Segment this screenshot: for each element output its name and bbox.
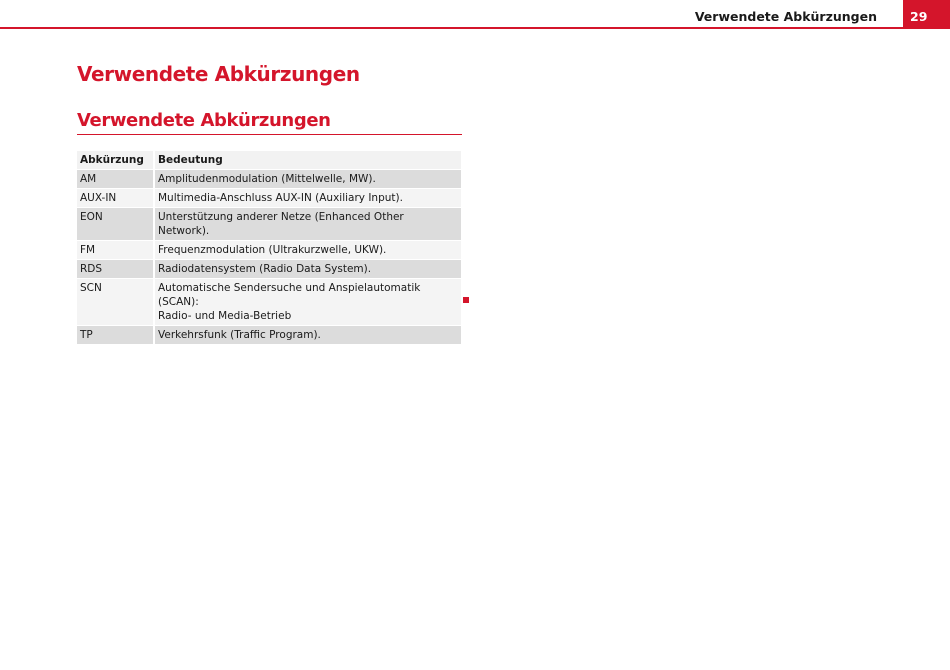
column-header-abbreviation: Abkürzung — [77, 151, 154, 170]
section-title: Verwendete Abkürzungen — [77, 110, 331, 131]
abbreviations-table — [77, 151, 461, 345]
section-rule — [77, 134, 462, 135]
header-rule — [0, 27, 950, 29]
meaning-cell: Verkehrsfunk (Traffic Program). — [154, 326, 461, 345]
abbreviation-cell: TP — [77, 326, 154, 345]
meaning-line: Automatische Sendersuche und Anspielautomatik (SCAN): — [158, 282, 421, 308]
meaning-cell: Unterstützung anderer Netze (Enhanced Other Network). — [154, 208, 461, 241]
meaning-line: Radio- und Media-Betrieb — [158, 310, 292, 322]
table-row — [77, 241, 461, 260]
abbreviation-cell: AM — [77, 170, 154, 189]
column-header-meaning: Bedeutung — [154, 151, 461, 170]
section-end-marker-icon — [463, 297, 469, 303]
page-header — [0, 0, 950, 29]
page-number: 29 — [910, 9, 928, 24]
abbreviation-cell: SCN — [77, 279, 154, 326]
meaning-cell: Radiodatensystem (Radio Data System). — [154, 260, 461, 279]
table-row — [77, 326, 461, 345]
meaning-cell: Multimedia-Anschluss AUX-IN (Auxiliary Input). — [154, 189, 461, 208]
table-row — [77, 189, 461, 208]
abbreviation-cell: RDS — [77, 260, 154, 279]
meaning-cell — [154, 279, 461, 326]
running-title: Verwendete Abkürzungen — [694, 9, 877, 24]
chapter-title: Verwendete Abkürzungen — [77, 62, 360, 86]
table-row — [77, 170, 461, 189]
abbreviation-cell: AUX-IN — [77, 189, 154, 208]
meaning-cell: Frequenzmodulation (Ultrakurzwelle, UKW). — [154, 241, 461, 260]
table-header-row — [77, 151, 461, 170]
table-row — [77, 208, 461, 241]
meaning-cell: Amplitudenmodulation (Mittelwelle, MW). — [154, 170, 461, 189]
page-number-box — [903, 0, 950, 29]
table-row — [77, 260, 461, 279]
abbreviation-cell: FM — [77, 241, 154, 260]
table-row — [77, 279, 461, 326]
abbreviation-cell: EON — [77, 208, 154, 241]
